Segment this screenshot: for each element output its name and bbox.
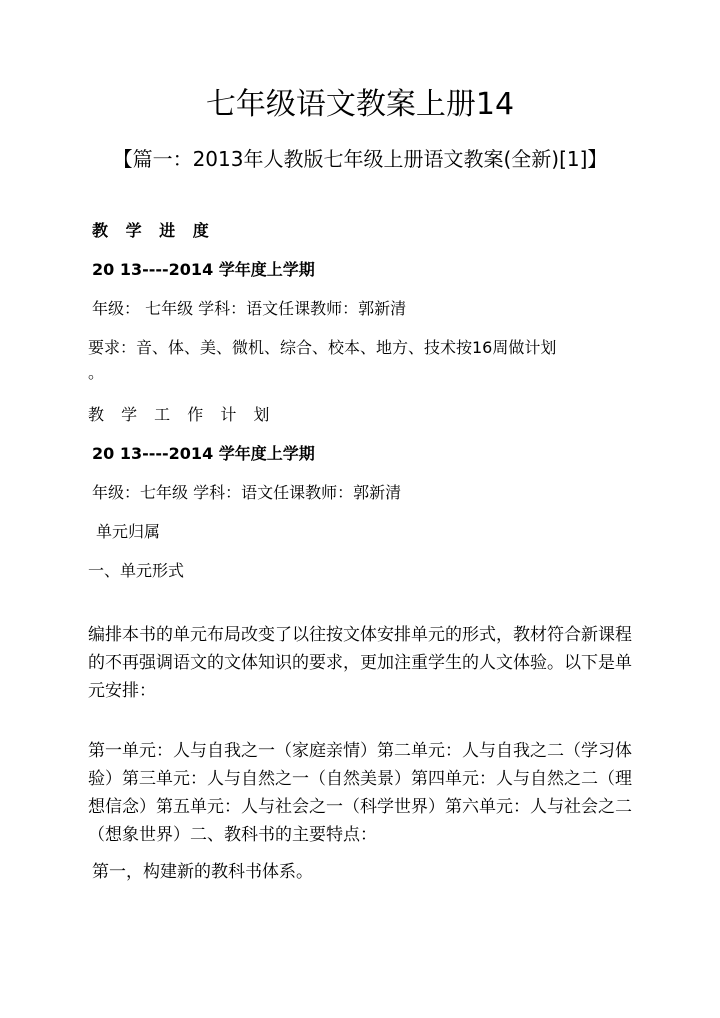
section-heading-plan: 教 学 工 作 计 划 bbox=[88, 405, 276, 424]
paragraph-unit-list: 第一单元：人与自我之一（家庭亲情）第二单元：人与自我之二（学习体验）第三单元：人与自然之一（自然美景）第四单元：人与自然之二（理想信念）第五单元：人与社会之一（科学世界）第六单元：人与社会之二（想象世界）二、教科书的主要特点： bbox=[88, 741, 632, 845]
section-heading-progress: 教 学 进 度 bbox=[92, 221, 215, 240]
requirement-line-end: 。 bbox=[88, 363, 105, 382]
grade-subject-line: 年级： 七年级 学科：语文任课教师：郭新清 bbox=[92, 299, 407, 318]
document-subtitle: 【篇一：2013年人教版七年级上册语文教案(全新)[1]】 bbox=[112, 147, 608, 171]
grade-subject-line: 年级：七年级 学科：语文任课教师：郭新清 bbox=[92, 483, 402, 502]
unit-belonging-heading: 单元归属 bbox=[96, 522, 161, 541]
unit-form-heading: 一、单元形式 bbox=[88, 561, 185, 580]
requirement-line: 要求：音、体、美、微机、综合、校本、地方、技术按16周做计划 bbox=[88, 338, 557, 357]
term-line: 20 13----2014 学年度上学期 bbox=[92, 444, 315, 463]
first-point-line: 第一，构建新的教科书体系。 bbox=[92, 862, 313, 882]
document-title: 七年级语文教案上册14 bbox=[205, 87, 515, 122]
paragraph-unit-layout: 编排本书的单元布局改变了以往按文体安排单元的形式，教材符合新课程的不再强调语文的文体知识的要求，更加注重学生的人文体验。以下是单元安排： bbox=[88, 625, 632, 701]
term-line: 20 13----2014 学年度上学期 bbox=[92, 260, 315, 279]
